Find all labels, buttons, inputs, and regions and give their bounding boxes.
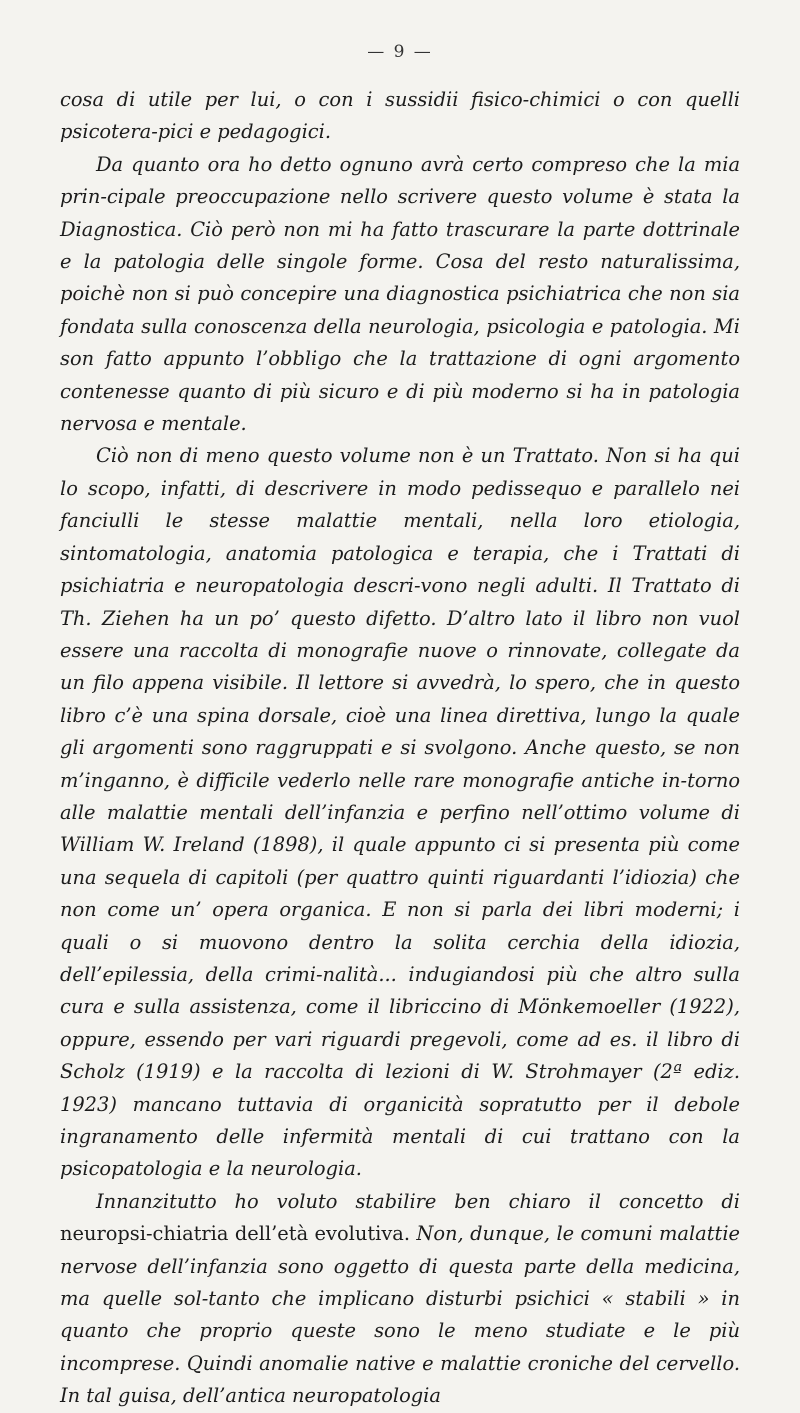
body-text — [60, 84, 740, 1413]
paragraph-1: cosa di utile per lui, o con i sussidii fisico-chimici o con quelli psicotera-pici e pedagogici. — [60, 88, 740, 144]
page-number: — 9 — — [367, 42, 433, 62]
paragraph-2: Da quanto ora ho detto ognuno avrà certo compreso che la mia prin-cipale preoccupazione nello scrivere questo volume è stata la Diagnostica. Ciò però non mi ha fatto trascurare la parte dottrinale e la patologia delle singole forme. Cosa del resto naturalissima, poichè non si può concepire una diagnostica psichiatrica che non sia fondata sulla conoscenza della neurologia, psicologia e patologia. Mi son fatto appunto l’obbligo che la trattazione di ogni argomento contenesse quanto di più sicuro e di più moderno si ha in patologia nervosa e mentale. — [60, 152, 740, 436]
paragraph-4-roman-term: neuropsi-chiatria dell’età evolutiva. — [60, 1222, 411, 1246]
paragraph-3: Ciò non di meno questo volume non è un Trattato. Non si ha qui lo scopo, infatti, di descrivere in modo pedissequo e parallelo nei fanciulli le stesse malattie mentali, nella loro etiologia, sintomatologia, anatomia patologica e terapia, che i Trattati di psichiatria e neuropatologia descri-vono negli adulti. Il Trattato di Th. Ziehen ha un po’ questo difetto. D’altro lato il libro non vuol essere una raccolta di monografie nuove o rinnovate, collegate da un filo appena visibile. Il lettore si avvedrà, lo spero, che in questo libro c’è una spina dorsale, cioè una linea direttiva, lungo la quale gli argomenti sono raggruppati e si svolgono. Anche questo, se non m’inganno, è difficile vederlo nelle rare monografie antiche in-torno alle malattie mentali dell’infanzia e perfino nell’ottimo volume di William W. Ireland (1898), il quale appunto ci si presenta più come una sequela di capitoli (per quattro quinti riguardanti l’idiozia) che non come un’ opera organica. E non si parla dei libri moderni; i quali o si muovono dentro la solita cerchia della idiozia, dell’epilessia, della crimi-nalità... indugiandosi più che altro sulla cura e sulla assistenza, come il libriccino di Mönkemoeller (1922), oppure, essendo per vari riguardi pregevoli, come ad es. il libro di Scholz (1919) e la raccolta di lezioni di W. Strohmayer (2ª ediz. 1923) mancano tuttavia di organicità sopratutto per il debole ingranamento delle infermità mentali di cui trattano con la psicopatologia e la neurologia. — [60, 444, 740, 1181]
paragraph-4 — [60, 1186, 740, 1413]
paragraph-4-lead: Innanzitutto ho voluto stabilire ben chiaro il concetto di — [96, 1189, 740, 1213]
paragraph-4-rest: Non, dunque, le comuni malattie nervose dell’infanzia sono oggetto di questa parte della medicina, ma quelle sol-tanto che implicano disturbi psichici « stabili » in quanto che proprio queste sono le meno studiate e le più incomprese. Quindi anomalie native e malattie croniche del cervello. In tal guisa, dell’antica neuropatologia — [60, 1222, 740, 1408]
